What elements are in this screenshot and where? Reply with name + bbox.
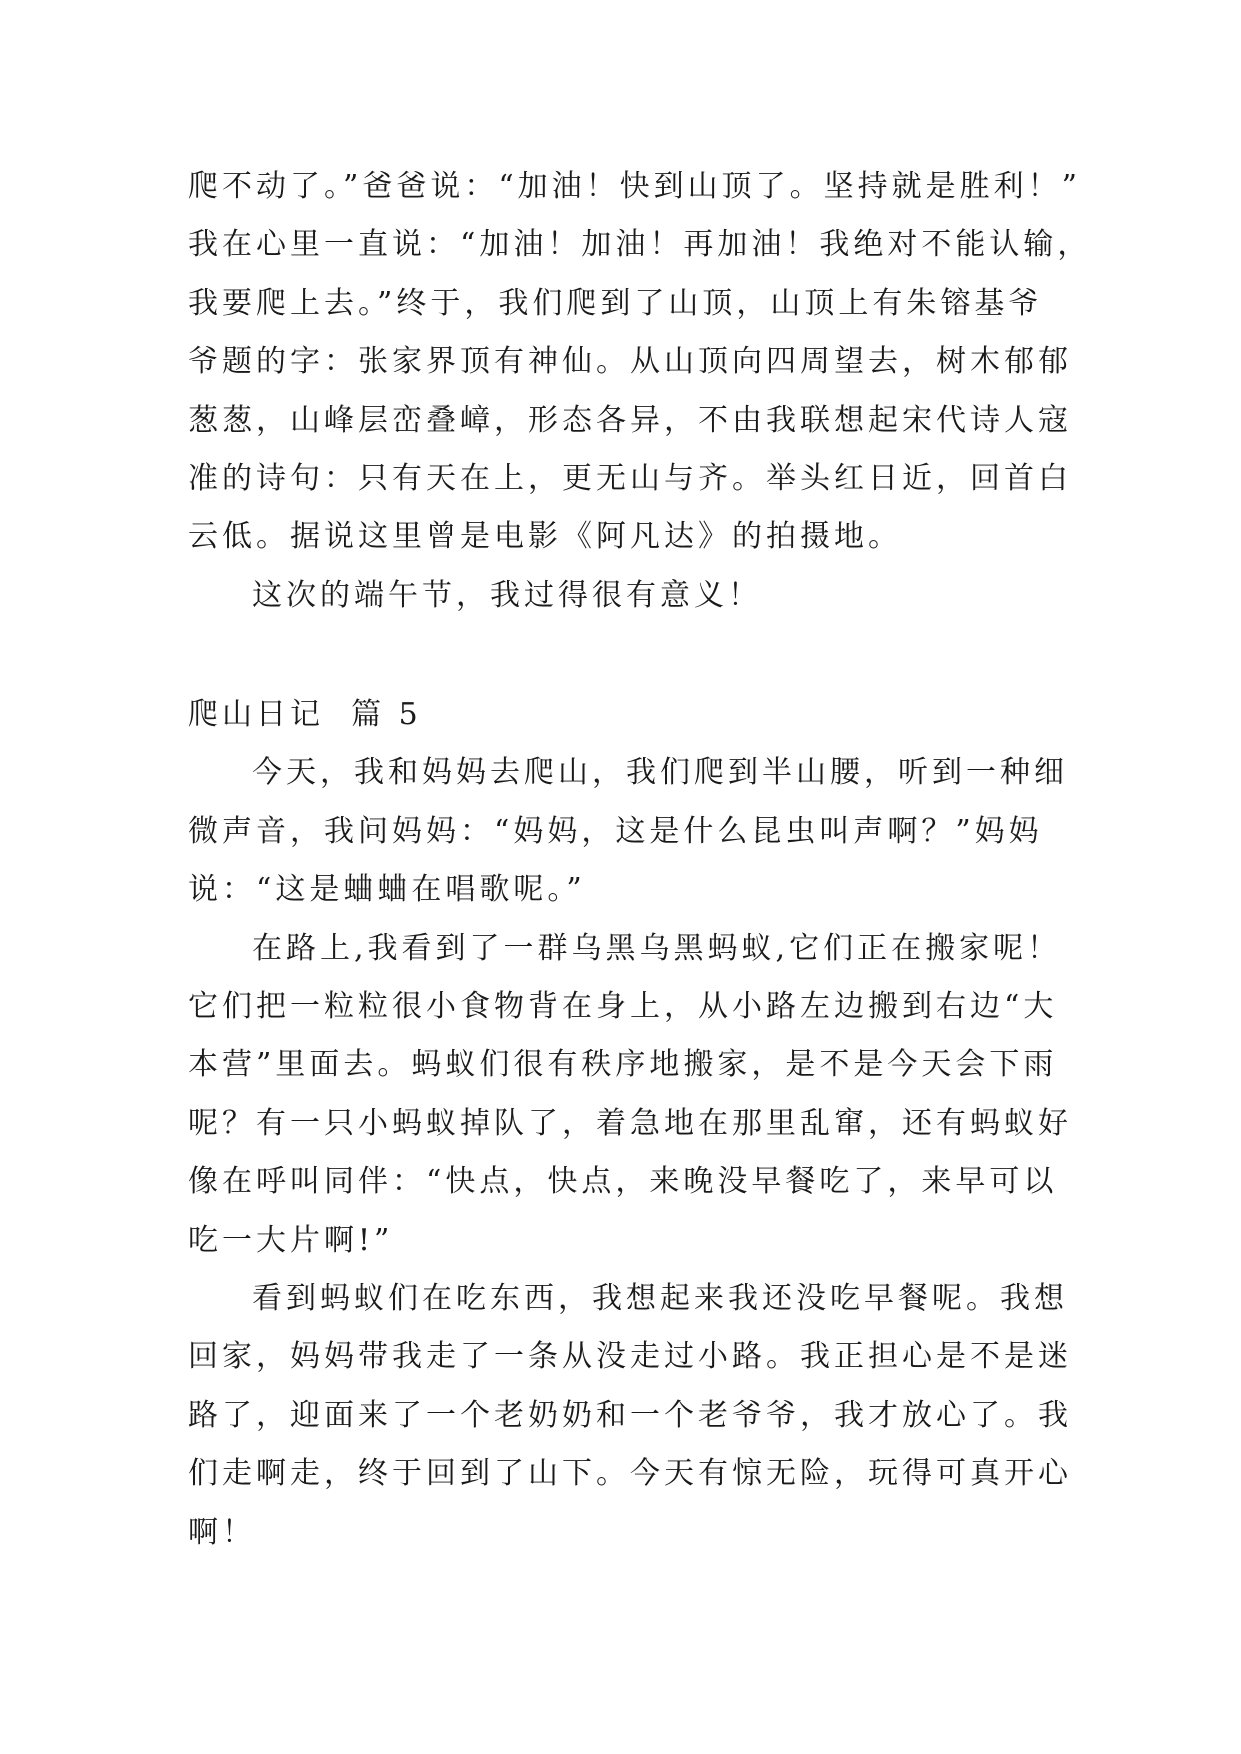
- article-title: [188, 686, 1058, 744]
- text-line: 回家，妈妈带我走了一条从没走过小路。我正担心是不是迷: [188, 1339, 1072, 1375]
- text-line: 我要爬上去。”终于，我们爬到了山顶，山顶上有朱镕基爷: [188, 285, 1043, 321]
- text-line: 我在心里一直说：“加油！加油！再加油！我绝对不能认输，: [188, 227, 1092, 263]
- title-line: 爬山日记 篇 5: [188, 697, 422, 732]
- text-line: 葱葱，山峰层峦叠嶂，形态各异，不由我联想起宋代诗人寇: [188, 402, 1072, 438]
- article-section: [188, 686, 1072, 1562]
- paragraph: [188, 920, 1072, 1270]
- text-line: 路了，迎面来了一个老奶奶和一个老爷爷，我才放心了。我: [188, 1397, 1072, 1433]
- text-line: 吃一大片啊!”: [188, 1222, 394, 1258]
- text-line: 说：“这是蛐蛐在唱歌呢。”: [188, 872, 586, 908]
- text-line: 啊！: [188, 1514, 256, 1550]
- previous-article-ending: [188, 158, 1092, 625]
- continuation-paragraph: [188, 158, 1092, 567]
- text-line: 它们把一粒粒很小食物背在身上，从小路左边搬到右边“大: [188, 989, 1058, 1025]
- text-line: 爷题的字：张家界顶有神仙。从山顶向四周望去，树木郁郁: [188, 344, 1072, 380]
- text-line: 云低。据说这里曾是电影《阿凡达》的拍摄地。: [188, 519, 902, 555]
- text-line: 像在呼叫同伴：“快点，快点，来晚没早餐吃了，来早可以: [188, 1164, 1058, 1200]
- text-line: 在路上,我看到了一群乌黑乌黑蚂蚁,它们正在搬家呢！: [252, 930, 1062, 966]
- paragraph: [188, 744, 1068, 919]
- text-line: 这次的端午节，我过得很有意义！: [252, 577, 762, 613]
- closing-paragraph: [188, 567, 1058, 625]
- text-line: 本营”里面去。蚂蚁们很有秩序地搬家，是不是今天会下雨: [188, 1047, 1058, 1083]
- paragraph: [188, 1270, 1072, 1562]
- text-line: 们走啊走，终于回到了山下。今天有惊无险，玩得可真开心: [188, 1456, 1072, 1492]
- text-line: 看到蚂蚁们在吃东西，我想起来我还没吃早餐呢。我想: [252, 1281, 1068, 1317]
- text-line: 呢？有一只小蚂蚁掉队了，着急地在那里乱窜，还有蚂蚁好: [188, 1105, 1072, 1141]
- text-line: 今天，我和妈妈去爬山，我们爬到半山腰，听到一种细: [252, 755, 1068, 791]
- text-line: 微声音，我问妈妈：“妈妈，这是什么昆虫叫声啊？”妈妈: [188, 813, 1043, 849]
- text-line: 准的诗句：只有天在上，更无山与齐。举头红日近，回首白: [188, 461, 1072, 497]
- text-line: 爬不动了。”爸爸说：“加油！快到山顶了。坚持就是胜利！”: [188, 169, 1082, 204]
